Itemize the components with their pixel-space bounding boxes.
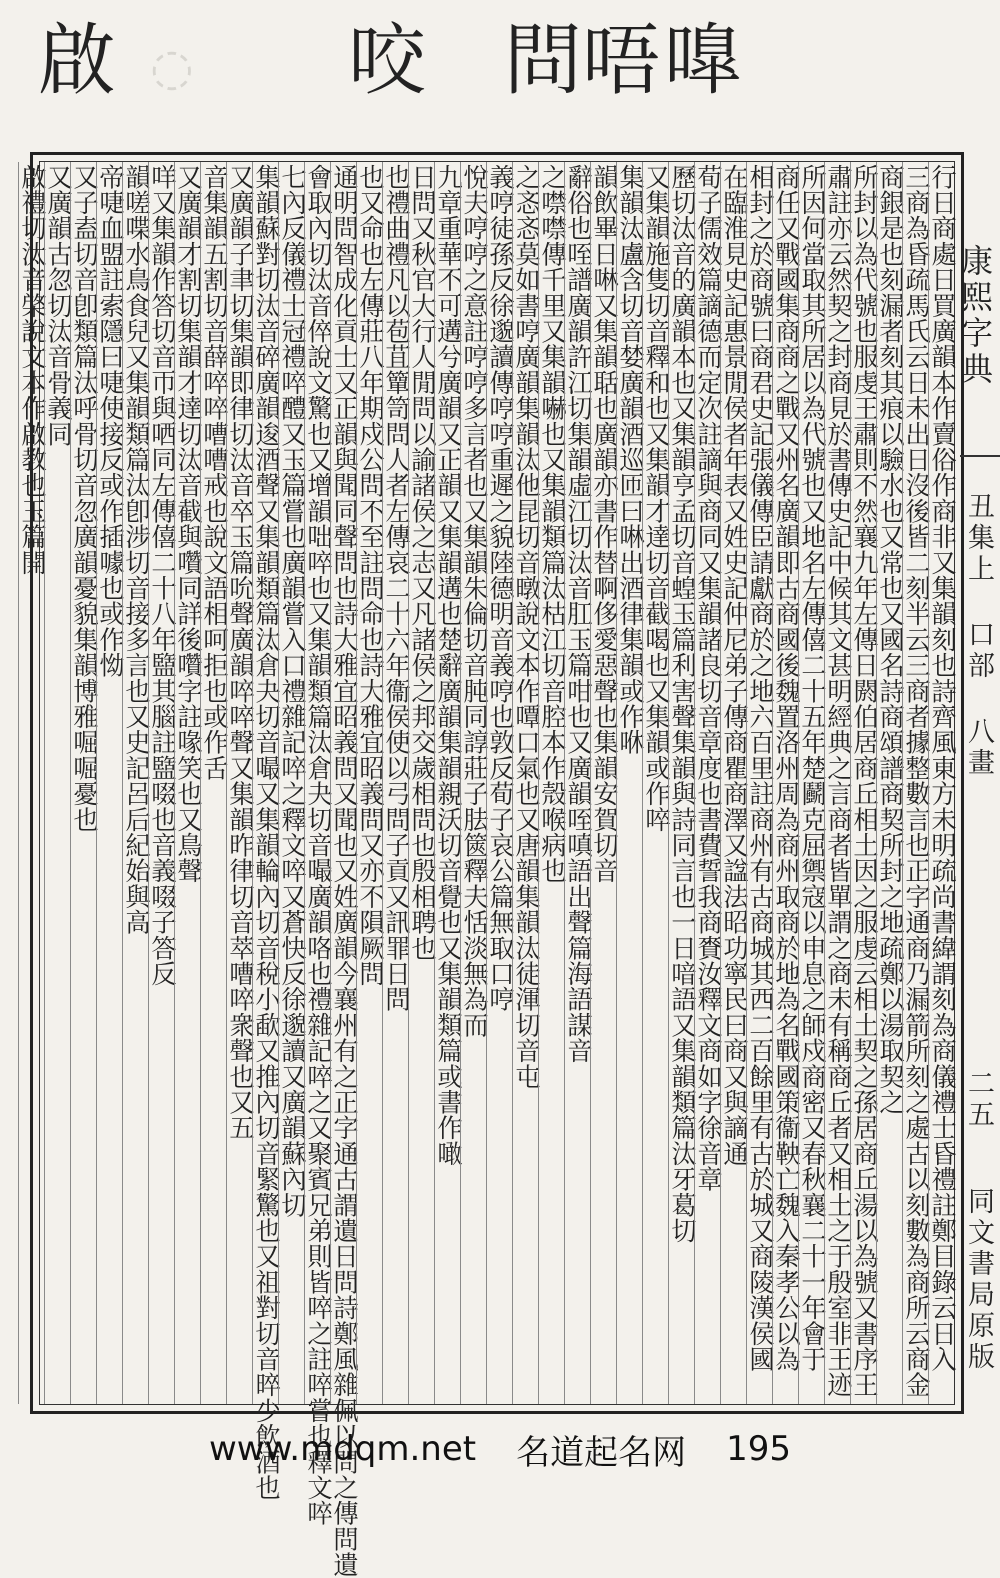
text-column: 之噤噤傳千里又集韻嚇也又集韻類篇汰枯江切音腔本作殼喉病也 (538, 162, 564, 1404)
guide-word-2: 咬 (348, 16, 427, 106)
bleed-through-mark: ◌ (150, 38, 194, 96)
guide-word-1: 啟 (38, 16, 117, 106)
text-column: 又集韻施隻切音釋和也又集韻才達切音截喝也又集韻或作啐 (642, 162, 668, 1404)
text-column: 又廣韻子聿切集韻即律切汰音卒玉篇吮聲廣韻啐啐聲又集韻昨律切音萃嘈啐衆聲也又五 (226, 162, 252, 1404)
footer-page-number: 195 (726, 1429, 792, 1469)
book-title: 康熙字典 (956, 244, 994, 388)
text-column: 韻嗟喋水鳥食兒又集韻類篇汰卽涉切音接多言也又史記呂后紀始與高 (122, 162, 148, 1404)
page-label: 二五 (963, 1069, 994, 1131)
text-column: 韻飲畢日啉又集韻聒也廣韻亦書作替啊侈愛惡聲也集韻安賀切音 (590, 162, 616, 1404)
text-column: 七內反儀禮士冠禮啐醴又玉篇嘗也廣韻嘗入口禮雜記啐之釋文啐又蒼快反徐邈讀又廣韻蘇內切 (278, 162, 304, 1404)
text-column: 在臨淮見史記惠景閒侯者年表又姓史記仲尼弟子傳商瞿商澤又諡法昭功寧民曰商又與謫通 (720, 162, 746, 1404)
text-column: 咩又集韻作答切音帀與哂同左傳僖二十八年盬其腦註盬啜也音義啜子答反 (148, 162, 174, 1404)
text-column: 集韻蘇對切汰音碎廣韻逡酒聲又集韻類篇汰倉夬切音嘬又集韻輪內切音稅小歃又推內切音緊驚也又祖對切音晬少飲酒也 (252, 164, 281, 1501)
text-column: 商任又戰國集商商之戰又州名廣韻即古商國後魏置洛州周為商州取商於地為名戰國策衞鞅亡魏入秦孝公以為 (772, 162, 798, 1404)
footer-site[interactable]: www.mdqm.net (208, 1429, 477, 1469)
text-column: 三商為昏疏馬氏云日未出日沒後皆二刻半云三商者據整數言也正字通商乃漏箭所刻之處古以刻數為商所云商金 (902, 162, 928, 1404)
guide-word-5: 嘷 (664, 16, 743, 106)
text-column: 所封以為代號也服虔王肅則不然襄九年左傳日閼伯居商丘相土因之服虔云相土契之孫居商丘湯以為號又書序王 (850, 162, 876, 1404)
text-column: 悅夫哼哼之意註哼哼多言者也又集韻朱倫切音肫同諄莊子胠篋釋夫恬淡無為而 (460, 162, 486, 1404)
guide-words (30, 8, 970, 120)
text-column: 辭俗也咥譜廣韻許江切集韻虛江切汰音肛玉篇咁也又廣韻咥嗔語出聲篇海語謀音 (564, 162, 590, 1404)
text-column: 荀子儒效篇謫德而定次註謫與商同又集韻諸良切音章度也書費誓我商賚汝釋文商如字徐音章 (694, 162, 720, 1404)
text-column: 也禮曲禮凡以苞苴簞笥問人者左傳哀二十六年衞侯使以弓問子貢又訊罪日問 (382, 162, 408, 1404)
text-column: 義哼徒孫反徐邈讀傳哼哼重遲之貌陸德明音義哼也敦反荀子哀公篇無取口哼 (486, 162, 512, 1404)
text-column: 之忞忞莫如書哼廣韻集韻汰他昆切音暾說文本作嘾口氣也又唐韻集韻汰徒渾切音屯 (512, 162, 538, 1404)
footer (0, 1424, 1000, 1474)
text-column: 相封之於商號曰商君史記張儀傳臣請獻商於之地六百里註商州有古商城其西二百餘里有古於城又商陵漢侯國 (746, 162, 772, 1404)
text-column: 也又命也左傳莊八年期戍公問不至註問命也詩大雅宜昭義問又亦不隕厥問 (356, 162, 382, 1404)
guide-word-3: 問 (504, 16, 583, 106)
section-label: 丑集上 口部 八畫 (963, 491, 994, 779)
text-column: 肅註亦云然契之封商見於書傳史記中候其文甚明經典之言商者皆單謂之商未有稱商丘者又相土之于殷室非王迹 (824, 162, 850, 1404)
text-column: 商銀是也刻漏者刻其痕以驗水也又常也又國名詩商頌譜商契所封之地疏鄭以湯取契之 (876, 162, 902, 1404)
text-column: 行日商處日買廣韻本作賣俗作商非又集韻刻也詩齊風東方未明疏尚書緯謂刻為商儀禮士昏禮註鄭目錄云日入 (928, 162, 954, 1404)
text-column: 通明問智成化貢士又正韻與聞同聲問也詩大雅宜昭義問又聞也又姓廣韻今襄州有之正字通古謂遺日問詩鄭風雜佩以問之傳問遺 (330, 164, 359, 1578)
text-column: 集韻汰盧含切音婪廣韻酒巡匝曰啉出酒律集韻或作咻 (616, 162, 642, 1404)
margin-divider (960, 455, 1000, 457)
footer-site-name: 名道起名网 (516, 1432, 687, 1473)
text-column: 日問又秋官大行人閒問以諭諸侯之志又凡諸侯之邦交歲相問也殷相聘也 (408, 162, 434, 1404)
guide-word-4: 唔 (582, 16, 661, 106)
text-column: 又廣韻才割切集韻才達切汰音截與囋同詳後囋字註喙笑也又鳥聲 (174, 162, 200, 1404)
text-column: 九章重華不可遘兮廣韻又正韻又集韻遘也楚辭廣韻集韻親沃切音覺也又集韻類篇或書作噉 (434, 162, 460, 1404)
text-column: 啟禮切汰音棨說文本作啟教也玉篇開 (18, 162, 44, 1404)
text-column: 所因何當取其所居以為代號也又地名左傳僖二十五年楚鬬克屈禦寇以申息之師戍商密又春秋襄二十一年會于 (798, 162, 824, 1404)
publisher-label: 同文書局原版 (963, 1187, 994, 1373)
text-column: 歷切汰音的廣韻本也又集韻亨孟切音蝗玉篇利害聲集韻與詩同言也一日喑語又集韻類篇汰牙葛切 (668, 162, 694, 1404)
text-column: 又子盍切音卽類篇汰呼骨切音忽廣韻憂貌集韻博雅啒啒憂也 (70, 162, 96, 1404)
text-column: 又廣韻古忽切汰音骨義同 (44, 162, 70, 1404)
text-column: 音集韻五割切音薛啐啐嘈嘈戒也說文語相呵拒也或作舌 (200, 162, 226, 1404)
text-column: 會取內切汰音倅說文驚也又增韻咄啐也又集韻類篇汰倉夬切音嘬廣韻咯也禮雜記啐之又聚賓兄弟則皆啐之註啐嘗也釋文啐 (304, 164, 333, 1527)
text-column: 帝啑血盟註索隱曰啑使接反或作插噱也或作怮 (96, 162, 122, 1404)
